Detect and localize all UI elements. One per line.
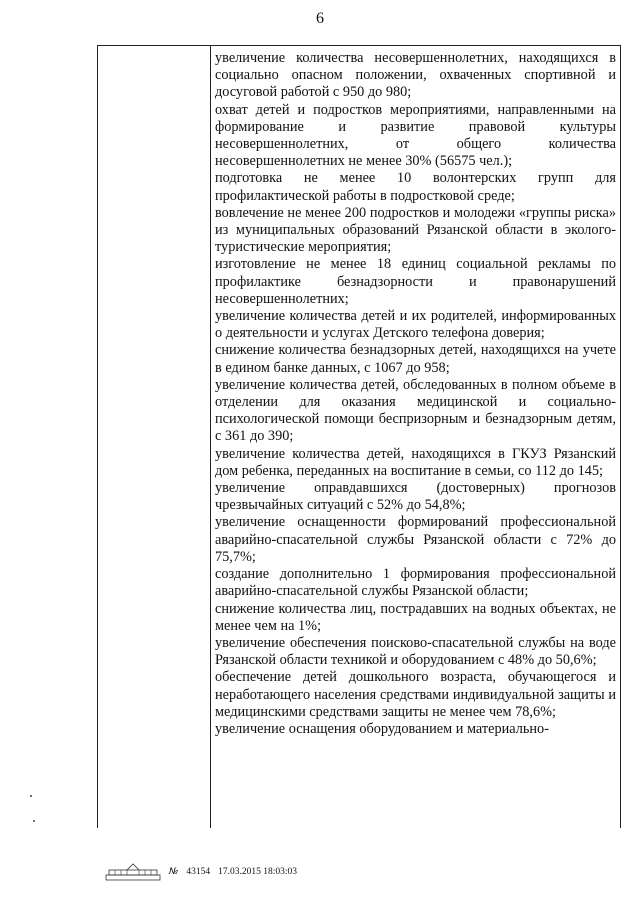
list-item: увеличение количества детей, обследованных в полном объеме в отделении для оказания медицинской и социально-психологической помощи беспризорным и безнадзорным детям, с 361 до 390;	[215, 376, 616, 445]
building-stamp-icon	[105, 863, 161, 881]
list-item: увеличение оснащения оборудованием и материально-	[215, 720, 549, 737]
list-item: увеличение количества детей и их родителей, информированных о деятельности и услугах Детского телефона доверия;	[215, 308, 616, 342]
page-number: 6	[316, 10, 324, 27]
list-item: охват детей и подростков мероприятиями, направленными на формирование и развитие правовой культуры несовершеннолетних, от общего количества несовершеннолетних не менее 30% (56575 чел.);	[215, 101, 616, 170]
scan-speck	[33, 820, 35, 822]
list-item: увеличение количества несовершеннолетних, находящихся в социально опасном положении, охваченных спортивной и досуговой работой с 950 до 980;	[215, 50, 616, 101]
timestamp: 17.03.2015 18:03:03	[218, 867, 298, 877]
list-item: обеспечение детей дошкольного возраста, обучающегося и неработающего населения средствами индивидуальной защиты и медицинскими средствами защиты не менее чем 78,6%;	[215, 669, 616, 720]
column-divider	[210, 46, 211, 828]
list-item: снижение количества лиц, пострадавших на водных объектах, не менее чем на 1%;	[215, 600, 616, 634]
list-item: подготовка не менее 10 волонтерских групп для профилактической работы в подростковой среде;	[215, 170, 616, 204]
list-item: увеличение оправдавшихся (достоверных) прогнозов чрезвычайных ситуаций с 52% до 54,8%;	[215, 480, 616, 514]
items-cell	[215, 50, 616, 738]
list-item: увеличение оснащенности формирований профессиональной аварийно-спасательной службы Рязанской области с 72% до 75,7%;	[215, 514, 616, 565]
list-item: увеличение количества детей, находящихся в ГКУЗ Рязанский дом ребенка, переданных на воспитание в семьи, со 112 до 145;	[215, 445, 616, 479]
scan-speck	[30, 795, 32, 797]
table-frame	[97, 45, 621, 828]
footer-stamp	[105, 863, 297, 881]
list-item: снижение количества безнадзорных детей, находящихся на учете в едином банке данных, с 1067 до 958;	[215, 342, 616, 376]
list-item: вовлечение не менее 200 подростков и молодежи «группы риска» из муниципальных образований Рязанской области в эколого-туристические мероприятия;	[215, 204, 616, 256]
number-sign: №	[169, 867, 179, 877]
list-item: создание дополнительно 1 формирования профессиональной аварийно-спасательной службы Рязанской области;	[215, 566, 616, 600]
doc-id: 43154	[186, 867, 211, 877]
list-item: изготовление не менее 18 единиц социальной рекламы по профилактике безнадзорности и правонарушений несовершеннолетних;	[215, 256, 616, 307]
list-item: увеличение обеспечения поисково-спасательной службы на воде Рязанской области техникой и оборудованием с 48% до 50,6%;	[215, 634, 616, 669]
